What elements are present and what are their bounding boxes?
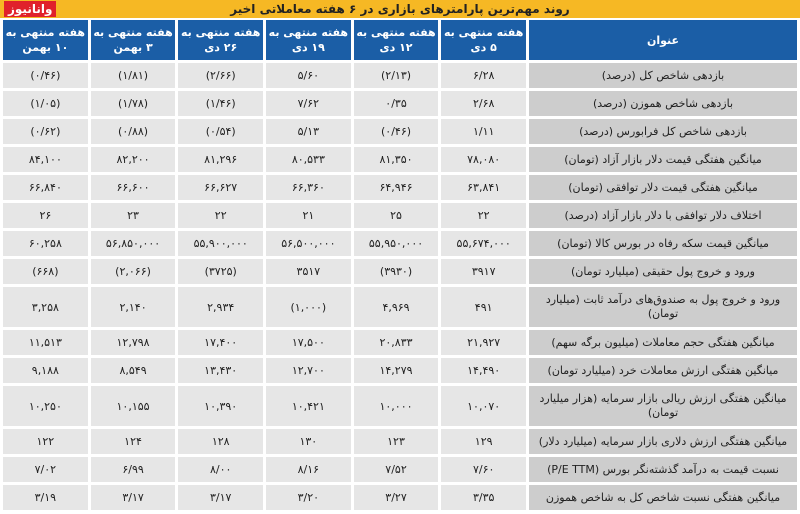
row-label: اختلاف دلار توافقی با دلار بازار آزاد (درصد)	[529, 203, 797, 228]
cell-value: ۶۶,۶۰۰	[91, 175, 176, 200]
cell-value: (۲/۱۳)	[354, 63, 439, 88]
cell-value: ۶۶,۸۴۰	[3, 175, 88, 200]
cell-value: ۳/۲۰	[266, 485, 351, 510]
row-label: میانگین هفتگی قیمت دلار بازار آزاد (تومان)	[529, 147, 797, 172]
cell-value: (۰/۸۸)	[91, 119, 176, 144]
cell-value: ۶۴,۹۴۶	[354, 175, 439, 200]
cell-value: ۳۵۱۷	[266, 259, 351, 284]
header-row	[3, 20, 797, 60]
cell-value: ۳/۳۵	[441, 485, 526, 510]
cell-value: (۰/۴۶)	[3, 63, 88, 88]
cell-value: ۳/۱۹	[3, 485, 88, 510]
table-row	[3, 63, 797, 88]
cell-value: ۷/۶۰	[441, 457, 526, 482]
cell-value: ۶۶,۳۶۰	[266, 175, 351, 200]
cell-value: ۲۶	[3, 203, 88, 228]
cell-value: ۸۰,۵۳۳	[266, 147, 351, 172]
cell-value: ۵۵,۹۰۰,۰۰۰	[178, 231, 263, 256]
cell-value: ۱۴,۴۹۰	[441, 358, 526, 383]
table-row	[3, 287, 797, 327]
row-label: نسبت قیمت به درآمد گذشته‌نگر بورس (P/E TTM)	[529, 457, 797, 482]
cell-value: ۱۲۳	[354, 429, 439, 454]
column-header-week: هفته منتهی به ۵ دی	[441, 20, 526, 60]
cell-value: ۵/۱۳	[266, 119, 351, 144]
cell-value: (۲,۰۶۶)	[91, 259, 176, 284]
cell-value: ۵/۶۰	[266, 63, 351, 88]
cell-value: ۲۱	[266, 203, 351, 228]
table-title: روند مهم‌ترین پارامترهای بازاری در ۶ هفته معاملاتی اخیر	[0, 0, 800, 18]
table-row	[3, 457, 797, 482]
cell-value: ۸/۱۶	[266, 457, 351, 482]
row-label: میانگین قیمت سکه رفاه در بورس کالا (تومان)	[529, 231, 797, 256]
cell-value: (۲/۶۶)	[178, 63, 263, 88]
table-row	[3, 119, 797, 144]
cell-value: ۲,۱۴۰	[91, 287, 176, 327]
cell-value: (۰/۶۲)	[3, 119, 88, 144]
cell-value: ۴,۹۶۹	[354, 287, 439, 327]
cell-value: ۱۰,۰۷۰	[441, 386, 526, 426]
cell-value: (۰/۵۴)	[178, 119, 263, 144]
cell-value: ۷/۵۲	[354, 457, 439, 482]
cell-value: ۱۷,۴۰۰	[178, 330, 263, 355]
table-row	[3, 147, 797, 172]
cell-value: ۸/۰۰	[178, 457, 263, 482]
cell-value: ۳۹۱۷	[441, 259, 526, 284]
cell-value: (۶۶۸)	[3, 259, 88, 284]
cell-value: (۱/۸۱)	[91, 63, 176, 88]
cell-value: ۱/۱۱	[441, 119, 526, 144]
cell-value: ۲۰,۸۳۳	[354, 330, 439, 355]
cell-value: ۱۷,۵۰۰	[266, 330, 351, 355]
cell-value: ۳/۱۷	[91, 485, 176, 510]
cell-value: ۹,۱۸۸	[3, 358, 88, 383]
cell-value: ۲۲	[441, 203, 526, 228]
cell-value: ۲۳	[91, 203, 176, 228]
cell-value: ۱۳۰	[266, 429, 351, 454]
row-label: بازدهی شاخص کل فرابورس (درصد)	[529, 119, 797, 144]
table-row	[3, 429, 797, 454]
cell-value: ۴۹۱	[441, 287, 526, 327]
cell-value: ۷۸,۰۸۰	[441, 147, 526, 172]
table-row	[3, 91, 797, 116]
row-label: ورود و خروج پول به صندوق‌های درآمد ثابت (میلیارد تومان)	[529, 287, 797, 327]
column-header-week: هفته منتهی به ۲۶ دی	[178, 20, 263, 60]
cell-value: ۲,۹۳۴	[178, 287, 263, 327]
cell-value: ۸۱,۲۹۶	[178, 147, 263, 172]
cell-value: ۷/۰۲	[3, 457, 88, 482]
cell-value: (۱/۴۶)	[178, 91, 263, 116]
news-logo: وانانیوز	[4, 1, 56, 17]
column-header-week: هفته منتهی به ۱۹ دی	[266, 20, 351, 60]
cell-value: ۵۵,۹۵۰,۰۰۰	[354, 231, 439, 256]
table-row	[3, 330, 797, 355]
cell-value: ۱۲,۷۰۰	[266, 358, 351, 383]
cell-value: ۶۳,۸۴۱	[441, 175, 526, 200]
table-row	[3, 386, 797, 426]
cell-value: ۸,۵۴۹	[91, 358, 176, 383]
cell-value: ۶/۲۸	[441, 63, 526, 88]
cell-value: ۱۰,۲۵۰	[3, 386, 88, 426]
cell-value: ۱۲۸	[178, 429, 263, 454]
cell-value: (۱/۷۸)	[91, 91, 176, 116]
cell-value: ۲۱,۹۲۷	[441, 330, 526, 355]
cell-value: ۸۲,۲۰۰	[91, 147, 176, 172]
cell-value: (۳۷۲۵)	[178, 259, 263, 284]
row-label: میانگین هفتگی حجم معاملات (میلیون برگه سهم)	[529, 330, 797, 355]
cell-value: ۳,۲۵۸	[3, 287, 88, 327]
cell-value: ۲۵	[354, 203, 439, 228]
cell-value: ۱۰,۴۲۱	[266, 386, 351, 426]
cell-value: ۱۲۴	[91, 429, 176, 454]
row-label: بازدهی شاخص هموزن (درصد)	[529, 91, 797, 116]
row-label: میانگین هفتگی نسبت شاخص کل به شاخص هموزن	[529, 485, 797, 510]
table-row	[3, 259, 797, 284]
cell-value: ۱۲۲	[3, 429, 88, 454]
cell-value: ۷/۶۲	[266, 91, 351, 116]
row-label: میانگین هفتگی ارزش ریالی بازار سرمایه (هزار میلیارد تومان)	[529, 386, 797, 426]
cell-value: ۱۱,۵۱۳	[3, 330, 88, 355]
row-label: میانگین هفتگی ارزش معاملات خرد (میلیارد تومان)	[529, 358, 797, 383]
cell-value: ۶۰,۲۵۸	[3, 231, 88, 256]
row-label: میانگین هفتگی ارزش دلاری بازار سرمایه (میلیارد دلار)	[529, 429, 797, 454]
cell-value: ۵۶,۵۰۰,۰۰۰	[266, 231, 351, 256]
table-row	[3, 358, 797, 383]
cell-value: ۱۴,۲۷۹	[354, 358, 439, 383]
cell-value: (۰/۴۶)	[354, 119, 439, 144]
column-header-week: هفته منتهی به ۱۰ بهمن	[3, 20, 88, 60]
column-header-title: عنوان	[529, 20, 797, 60]
table-row	[3, 203, 797, 228]
column-header-week: هفته منتهی به ۳ بهمن	[91, 20, 176, 60]
cell-value: (۳۹۳۰)	[354, 259, 439, 284]
table-row	[3, 485, 797, 510]
cell-value: ۳/۲۷	[354, 485, 439, 510]
row-label: بازدهی شاخص کل (درصد)	[529, 63, 797, 88]
row-label: میانگین هفتگی قیمت دلار توافقی (تومان)	[529, 175, 797, 200]
cell-value: ۱۲,۷۹۸	[91, 330, 176, 355]
cell-value: (۱/۰۵)	[3, 91, 88, 116]
cell-value: ۰/۳۵	[354, 91, 439, 116]
market-parameters-table	[0, 17, 800, 513]
column-header-week: هفته منتهی به ۱۲ دی	[354, 20, 439, 60]
cell-value: ۳/۱۷	[178, 485, 263, 510]
cell-value: ۲/۶۸	[441, 91, 526, 116]
cell-value: ۸۴,۱۰۰	[3, 147, 88, 172]
table-row	[3, 175, 797, 200]
cell-value: ۱۰,۱۵۵	[91, 386, 176, 426]
cell-value: ۶/۹۹	[91, 457, 176, 482]
cell-value: ۶۶,۶۲۷	[178, 175, 263, 200]
cell-value: (۱,۰۰۰)	[266, 287, 351, 327]
cell-value: ۱۳,۴۳۰	[178, 358, 263, 383]
cell-value: ۲۲	[178, 203, 263, 228]
table-row	[3, 231, 797, 256]
cell-value: ۵۵,۶۷۴,۰۰۰	[441, 231, 526, 256]
cell-value: ۱۲۹	[441, 429, 526, 454]
cell-value: ۵۶,۸۵۰,۰۰۰	[91, 231, 176, 256]
cell-value: ۱۰,۳۹۰	[178, 386, 263, 426]
cell-value: ۱۰,۰۰۰	[354, 386, 439, 426]
row-label: ورود و خروج پول حقیقی (میلیارد تومان)	[529, 259, 797, 284]
cell-value: ۸۱,۳۵۰	[354, 147, 439, 172]
